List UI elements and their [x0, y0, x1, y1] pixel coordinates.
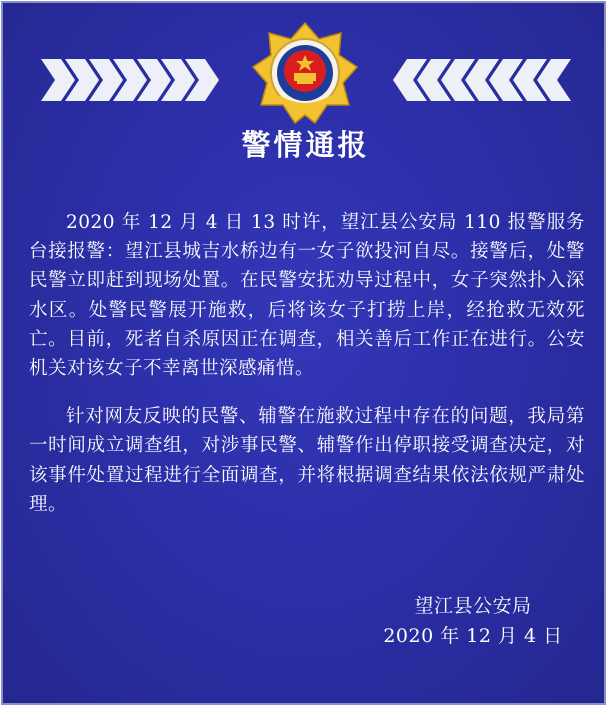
notice-page	[1, 1, 606, 705]
signature-date: 2020 年 12 月 4 日	[383, 625, 563, 647]
police-emblem-icon	[249, 21, 361, 125]
right-wing-icon	[377, 57, 577, 103]
left-wing-icon	[35, 57, 235, 103]
notice-title: 警情通报	[241, 128, 370, 162]
notice-paragraph-incident: 2020 年 12 月 4 日 13 时许，望江县公安局 110 报警服务台接报警：望江县城吉水桥边有一女子欲投河自尽。接警后，处警民警立即赶到现场处置。在民警安抚劝导过程中，女子突然扑入深水区。处警民警展开施救，后将该女子打捞上岸，经抢救无效死亡。目前，死者自杀原因正在调查，相关善后工作正在进行。公安机关对该女子不幸离世深感痛惜。	[29, 212, 585, 380]
notice-paragraph-investigation: 针对网友反映的民警、辅警在施救过程中存在的问题，我局第一时间成立调查组，对涉事民警、辅警作出停职接受调查决定，对该事件处置过程进行全面调查，并将根据调查结果依法依规严肃处理。	[29, 406, 585, 515]
notice-body	[29, 208, 585, 538]
signature-organization: 望江县公安局	[414, 595, 532, 617]
police-badge-header	[3, 21, 606, 131]
